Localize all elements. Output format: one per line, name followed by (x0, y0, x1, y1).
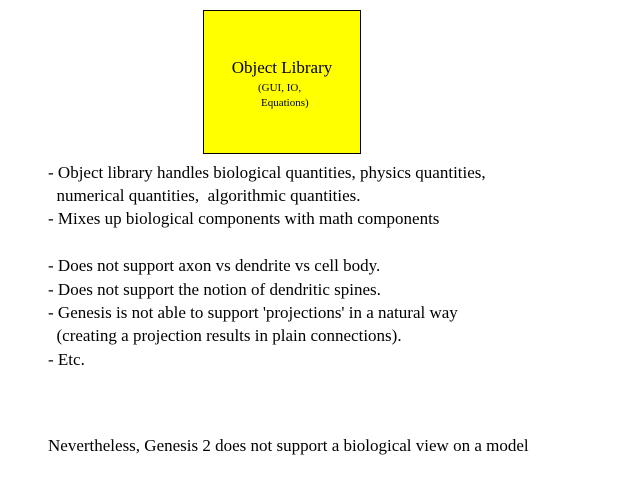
text-line-1: - Object library handles biological quantities, physics quantities, (48, 163, 486, 182)
text-line-8: - Etc. (48, 350, 85, 369)
text-line-4: - Does not support axon vs dendrite vs cell body. (48, 256, 381, 275)
text-line-3: - Mixes up biological components with math components (48, 209, 440, 228)
text-line-6: - Genesis is not able to support 'projections' in a natural way (48, 303, 458, 322)
text-line-5: - Does not support the notion of dendritic spines. (48, 280, 381, 299)
object-library-subtitle-line2: Equations) (261, 97, 309, 109)
object-library-box (203, 10, 361, 154)
object-library-subtitle-line1: (GUI, IO, (258, 82, 302, 94)
conclusion-text: Nevertheless, Genesis 2 does not support a biological view on a model (48, 436, 529, 455)
text-line-7: (creating a projection results in plain connections). (48, 326, 402, 345)
text-line-2: numerical quantities, algorithmic quantities. (48, 186, 361, 205)
object-library-title: Object Library (231, 58, 333, 77)
